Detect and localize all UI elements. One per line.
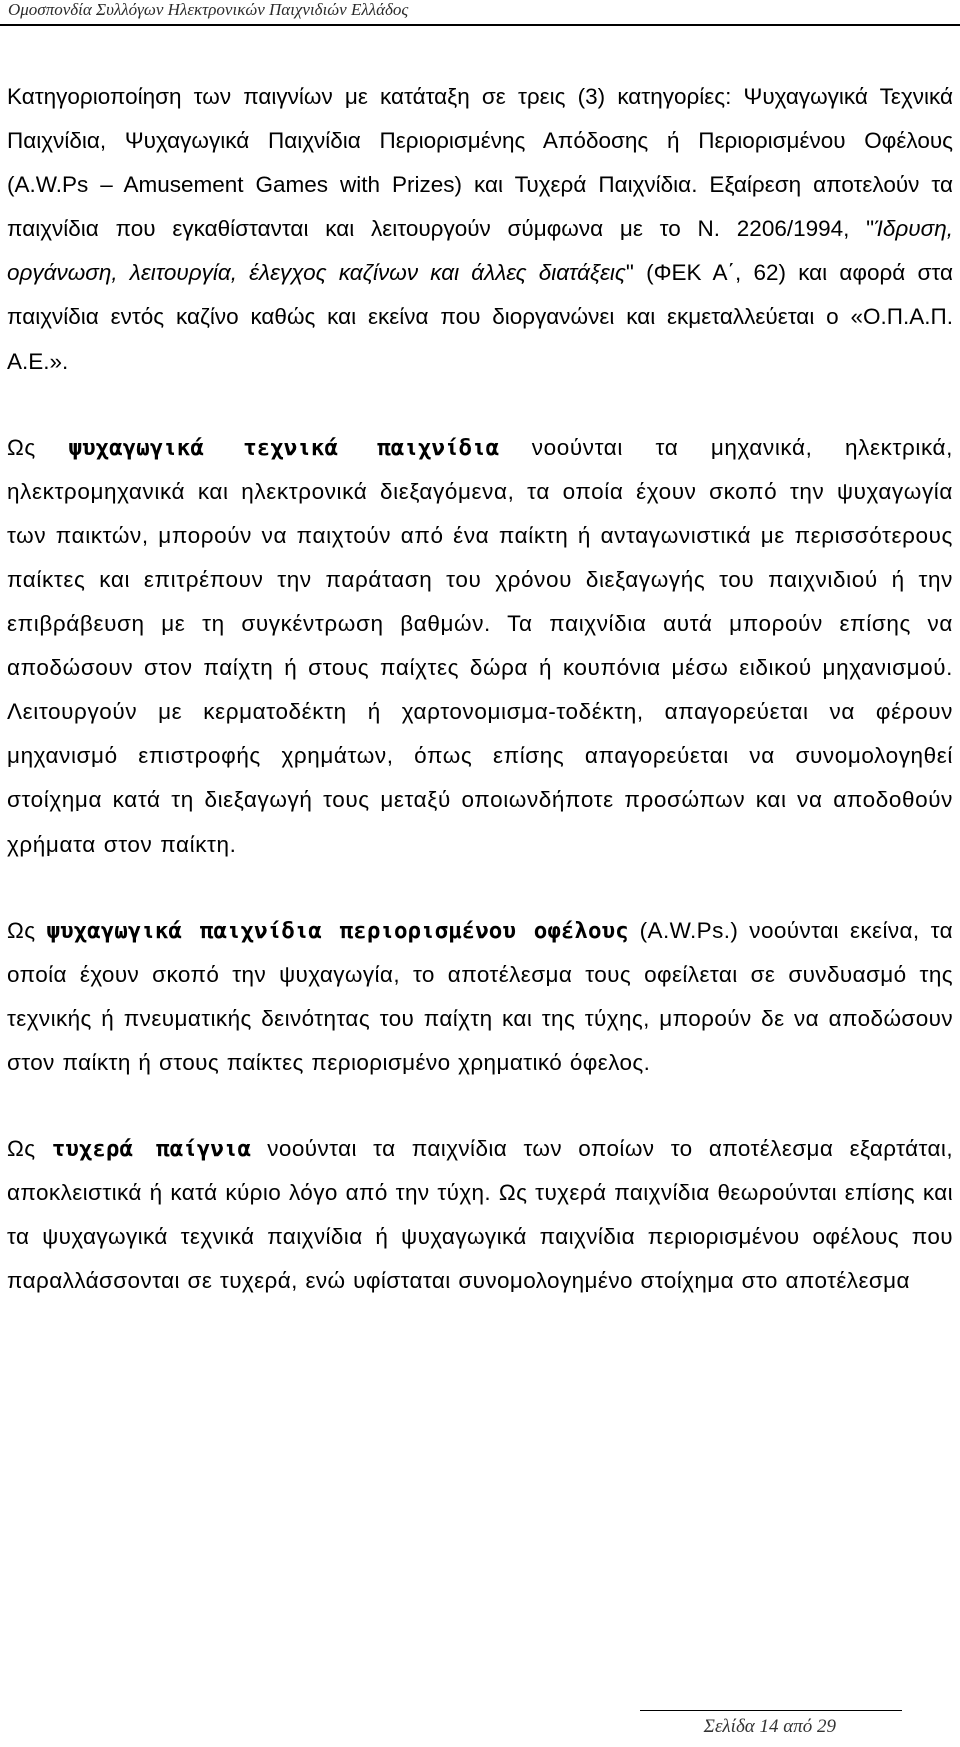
paragraph-prefix: Ως [7,434,69,460]
footer-divider [640,1710,902,1711]
paragraph-prefix: Ως [7,1135,52,1161]
defined-term: ψυχαγωγικά τεχνικά παιχνίδια [68,434,500,461]
paragraph-text: νοούνται τα μηχανικά, ηλεκτρικά, ηλεκτρομηχανικά και ηλεκτρονικά διεξαγόμενα, τα οποία έχουν σκοπό την ψυχαγωγία των παικτών, μπορούν να παιχτούν από ένα παίκτη ή ανταγωνιστικά με περισσότερους παίκτες και επιτρέπουν την παράταση του χρόνου διεξαγωγής του παιχνιδιού ή την επιβράβευση με τη συγκέντρωση βαθμών. Τα παιχνίδια αυτά μπορούν επίσης να αποδώσουν στον παίχτη ή στους παίχτες δώρα ή κουπόνια μέσω ειδικού μηχανισμού. Λειτουργούν με κερματοδέκτη ή χαρτονομισμα-τοδέκτη, απαγορεύεται να φέρουν μηχανισμό επιστροφής χρημάτων, όπως επίσης απαγορεύεται να συνομολογηθεί στοίχημα κατά τη διεξαγωγή τους μεταξύ οποιωνδήποτε προσώπων και να αποδοθούν χρήματα στον παίκτη. [7,434,953,857]
page-header: Ομοσπονδία Συλλόγων Ηλεκτρονικών Παιχνιδιών Ελλάδος [8,0,409,19]
header-divider [0,24,960,26]
paragraph-text: (A.W.Ps.) νοούνται εκείνα, τα οποία έχουν σκοπό την ψυχαγωγία, το αποτέλεσμα τους οφείλεται σε συνδυασμό της τεχνικής ή πνευματικής δεινότητας του παίχτη και της τύχης, μπορούν δε να αποδώσουν στον παίκτη ή στους παίκτες περιορισμένο χρηματικό όφελος. [7,917,953,1075]
defined-term: τυχερά παίγνια [51,1135,251,1162]
document-body [7,75,953,1303]
paragraph-limited-benefit-games [7,909,953,1085]
paragraph-text: Κατηγοριοποίηση των παιγνίων με κατάταξη σε τρεις (3) κατηγορίες: Ψυχαγωγικά Τεχνικά Παιχνίδια, Ψυχαγωγικά Παιχνίδια Περιορισμένης Απόδοσης ή Περιορισμένου Οφέλους (A.W.Ps – Amusement Games with Prizes) και Τυχερά Παιχνίδια. Εξαίρεση αποτελούν τα παιχνίδια που εγκαθίστανται και λειτουργούν σύμφωνα με το Ν. 2206/1994, " [7,84,953,242]
paragraph-text: νοούνται τα παιχνίδια των οποίων το αποτέλεσμα εξαρτάται, αποκλειστικά ή κατά κύριο λόγο από την τύχη. Ως τυχερά παιχνίδια θεωρούνται επίσης και τα ψυχαγωγικά τεχνικά παιχνίδια ή ψυχαγωγικά παιχνίδια περιορισμένου οφέλους που παραλλάσσονται σε τυχερά, ενώ υφίσταται συνομολογημένο στοίχημα στο αποτέλεσμα [7,1135,953,1294]
law-title: Ίδρυση, οργάνωση, λειτουργία, έλεγχος καζίνων και άλλες διατάξεις [7,216,953,286]
paragraph-text: " (ΦΕΚ Α΄, 62) και αφορά στα παιχνίδια εντός καζίνο καθώς και εκείνα που διοργανώνει και εκμεταλλεύεται ο «Ο.Π.Α.Π. Α.Ε.». [7,260,953,374]
paragraph-games-of-chance [7,1127,953,1303]
paragraph-game-categories [7,75,953,384]
paragraph-prefix: Ως [7,917,47,943]
page-number: Σελίδα 14 από 29 [703,1716,836,1737]
defined-term: ψυχαγωγικά παιχνίδια περιορισμένου οφέλους [46,917,629,944]
paragraph-amusement-technical-games [7,426,953,867]
